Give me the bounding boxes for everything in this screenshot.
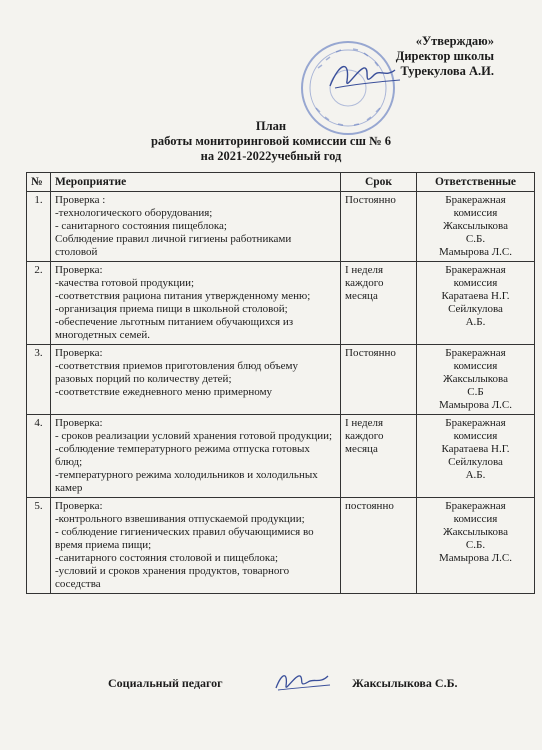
row-responsible-line: Бракеражная xyxy=(445,417,506,429)
row-event xyxy=(51,498,341,594)
row-term xyxy=(341,262,417,345)
row-responsible-line: А.Б. xyxy=(465,316,486,328)
table-row xyxy=(27,345,535,415)
footer-position: Социальный педагог xyxy=(108,676,223,690)
row-number: 2. xyxy=(27,262,51,345)
row-responsible-line: комиссия xyxy=(453,277,498,289)
row-event-line: Проверка: xyxy=(55,417,103,429)
plan-table xyxy=(26,172,535,594)
row-responsible xyxy=(417,498,535,594)
row-responsible-line: Каратаева Н.Г. xyxy=(441,443,510,455)
row-term-line: постоянно xyxy=(345,500,394,512)
row-responsible-line: Мамырова Л.С. xyxy=(439,552,512,564)
row-event-line: Проверка: xyxy=(55,264,103,276)
row-event xyxy=(51,192,341,262)
row-event-line: -условий и сроков хранения продуктов, товарного соседства xyxy=(55,565,290,590)
row-event-line: Соблюдение правил личной гигиены работниками столовой xyxy=(55,233,292,258)
row-responsible-line: комиссия xyxy=(453,360,498,372)
row-event xyxy=(51,345,341,415)
row-event-line: -соответствия приемов приготовления блюд объему разовых порций по количеству детей; xyxy=(55,360,299,385)
title-line-2: работы мониторинговой комиссии сш № 6 xyxy=(150,134,392,148)
row-responsible-line: С.Б xyxy=(467,386,484,398)
row-responsible-line: С.Б. xyxy=(465,233,486,245)
row-responsible xyxy=(417,345,535,415)
row-event-line: Проверка: xyxy=(55,500,103,512)
row-responsible xyxy=(417,415,535,498)
plan-table-body xyxy=(27,192,535,594)
row-responsible-line: Бракеражная xyxy=(445,264,506,276)
row-event xyxy=(51,415,341,498)
row-responsible-line: С.Б. xyxy=(465,539,486,551)
row-responsible-line: Жаксылыкова xyxy=(443,373,508,385)
row-responsible-line: Мамырова Л.С. xyxy=(439,246,512,258)
approval-block xyxy=(396,34,494,79)
row-responsible-line: Мамырова Л.С. xyxy=(439,399,512,411)
table-header-row xyxy=(27,173,535,192)
row-term xyxy=(341,192,417,262)
row-term-line: Постоянно xyxy=(345,347,396,359)
row-responsible-line: Сейлкулова xyxy=(448,456,503,468)
row-term xyxy=(341,415,417,498)
row-event-line: -качества готовой продукции; xyxy=(55,277,195,289)
row-responsible-line: Жаксылыкова xyxy=(443,526,508,538)
row-event-line: -температурного режима холодильников и холодильных камер xyxy=(55,469,318,494)
document-title xyxy=(0,119,542,164)
pedagogue-signature xyxy=(272,668,332,694)
row-term-line: I неделя xyxy=(345,417,384,429)
approval-line-3: Турекулова А.И. xyxy=(400,64,494,78)
row-responsible-line: комиссия xyxy=(453,207,498,219)
title-line-3: на 2021-2022учебный год xyxy=(200,149,342,163)
header-responsible: Ответственные xyxy=(417,173,535,192)
approval-line-1: «Утверждаю» xyxy=(415,34,494,48)
header-term: Срок xyxy=(341,173,417,192)
row-number: 5. xyxy=(27,498,51,594)
header-num: № xyxy=(27,173,51,192)
row-event-line: -контрольного взвешивания отпускаемой продукции; xyxy=(55,513,305,525)
row-event-line: -соответствие ежедневного меню примерному xyxy=(55,386,273,398)
director-signature xyxy=(325,56,405,96)
row-responsible-line: А.Б. xyxy=(465,469,486,481)
row-responsible-line: Бракеражная xyxy=(445,194,506,206)
row-event-line: - санитарного состояния пищеблока; xyxy=(55,220,227,232)
row-responsible-line: Бракеражная xyxy=(445,500,506,512)
row-responsible-line: Сейлкулова xyxy=(448,303,503,315)
row-event-line: -соответствия рациона питания утвержденному меню; xyxy=(55,290,311,302)
row-event-line: -санитарного состояния столовой и пищеблока; xyxy=(55,552,279,564)
row-number: 4. xyxy=(27,415,51,498)
row-term-line: месяца xyxy=(345,443,378,455)
table-row xyxy=(27,262,535,345)
row-number: 3. xyxy=(27,345,51,415)
table-row xyxy=(27,192,535,262)
row-responsible xyxy=(417,262,535,345)
row-responsible-line: Каратаева Н.Г. xyxy=(441,290,510,302)
row-responsible-line: комиссия xyxy=(453,513,498,525)
row-term-line: I неделя xyxy=(345,264,384,276)
row-event-line: - соблюдение гигиенических правил обучающимися во время приема пищи; xyxy=(55,526,314,551)
row-term xyxy=(341,345,417,415)
row-responsible xyxy=(417,192,535,262)
table-row xyxy=(27,498,535,594)
row-event-line: -организация приема пищи в школьной столовой; xyxy=(55,303,288,315)
row-event-line: - сроков реализации условий хранения готовой продукции; xyxy=(55,430,333,442)
row-term xyxy=(341,498,417,594)
row-event-line: -соблюдение температурного режима отпуска готовых блюд; xyxy=(55,443,310,468)
header-event: Мероприятие xyxy=(51,173,341,192)
row-responsible-line: Бракеражная xyxy=(445,347,506,359)
row-term-line: месяца xyxy=(345,290,378,302)
row-event-line: -технологического оборудования; xyxy=(55,207,213,219)
table-row xyxy=(27,415,535,498)
row-event-line: -обеспечение льготным питанием обучающихся из многодетных семей. xyxy=(55,316,294,341)
approval-line-2: Директор школы xyxy=(395,49,494,63)
row-event-line: Проверка : xyxy=(55,194,106,206)
row-responsible-line: Жаксылыкова xyxy=(443,220,508,232)
row-term-line: каждого xyxy=(345,430,384,442)
row-number: 1. xyxy=(27,192,51,262)
row-event-line: Проверка: xyxy=(55,347,103,359)
row-term-line: каждого xyxy=(345,277,384,289)
row-term-line: Постоянно xyxy=(345,194,396,206)
footer-name: Жаксылыкова С.Б. xyxy=(352,676,458,690)
row-event xyxy=(51,262,341,345)
title-line-1: План xyxy=(255,119,287,133)
row-responsible-line: комиссия xyxy=(453,430,498,442)
